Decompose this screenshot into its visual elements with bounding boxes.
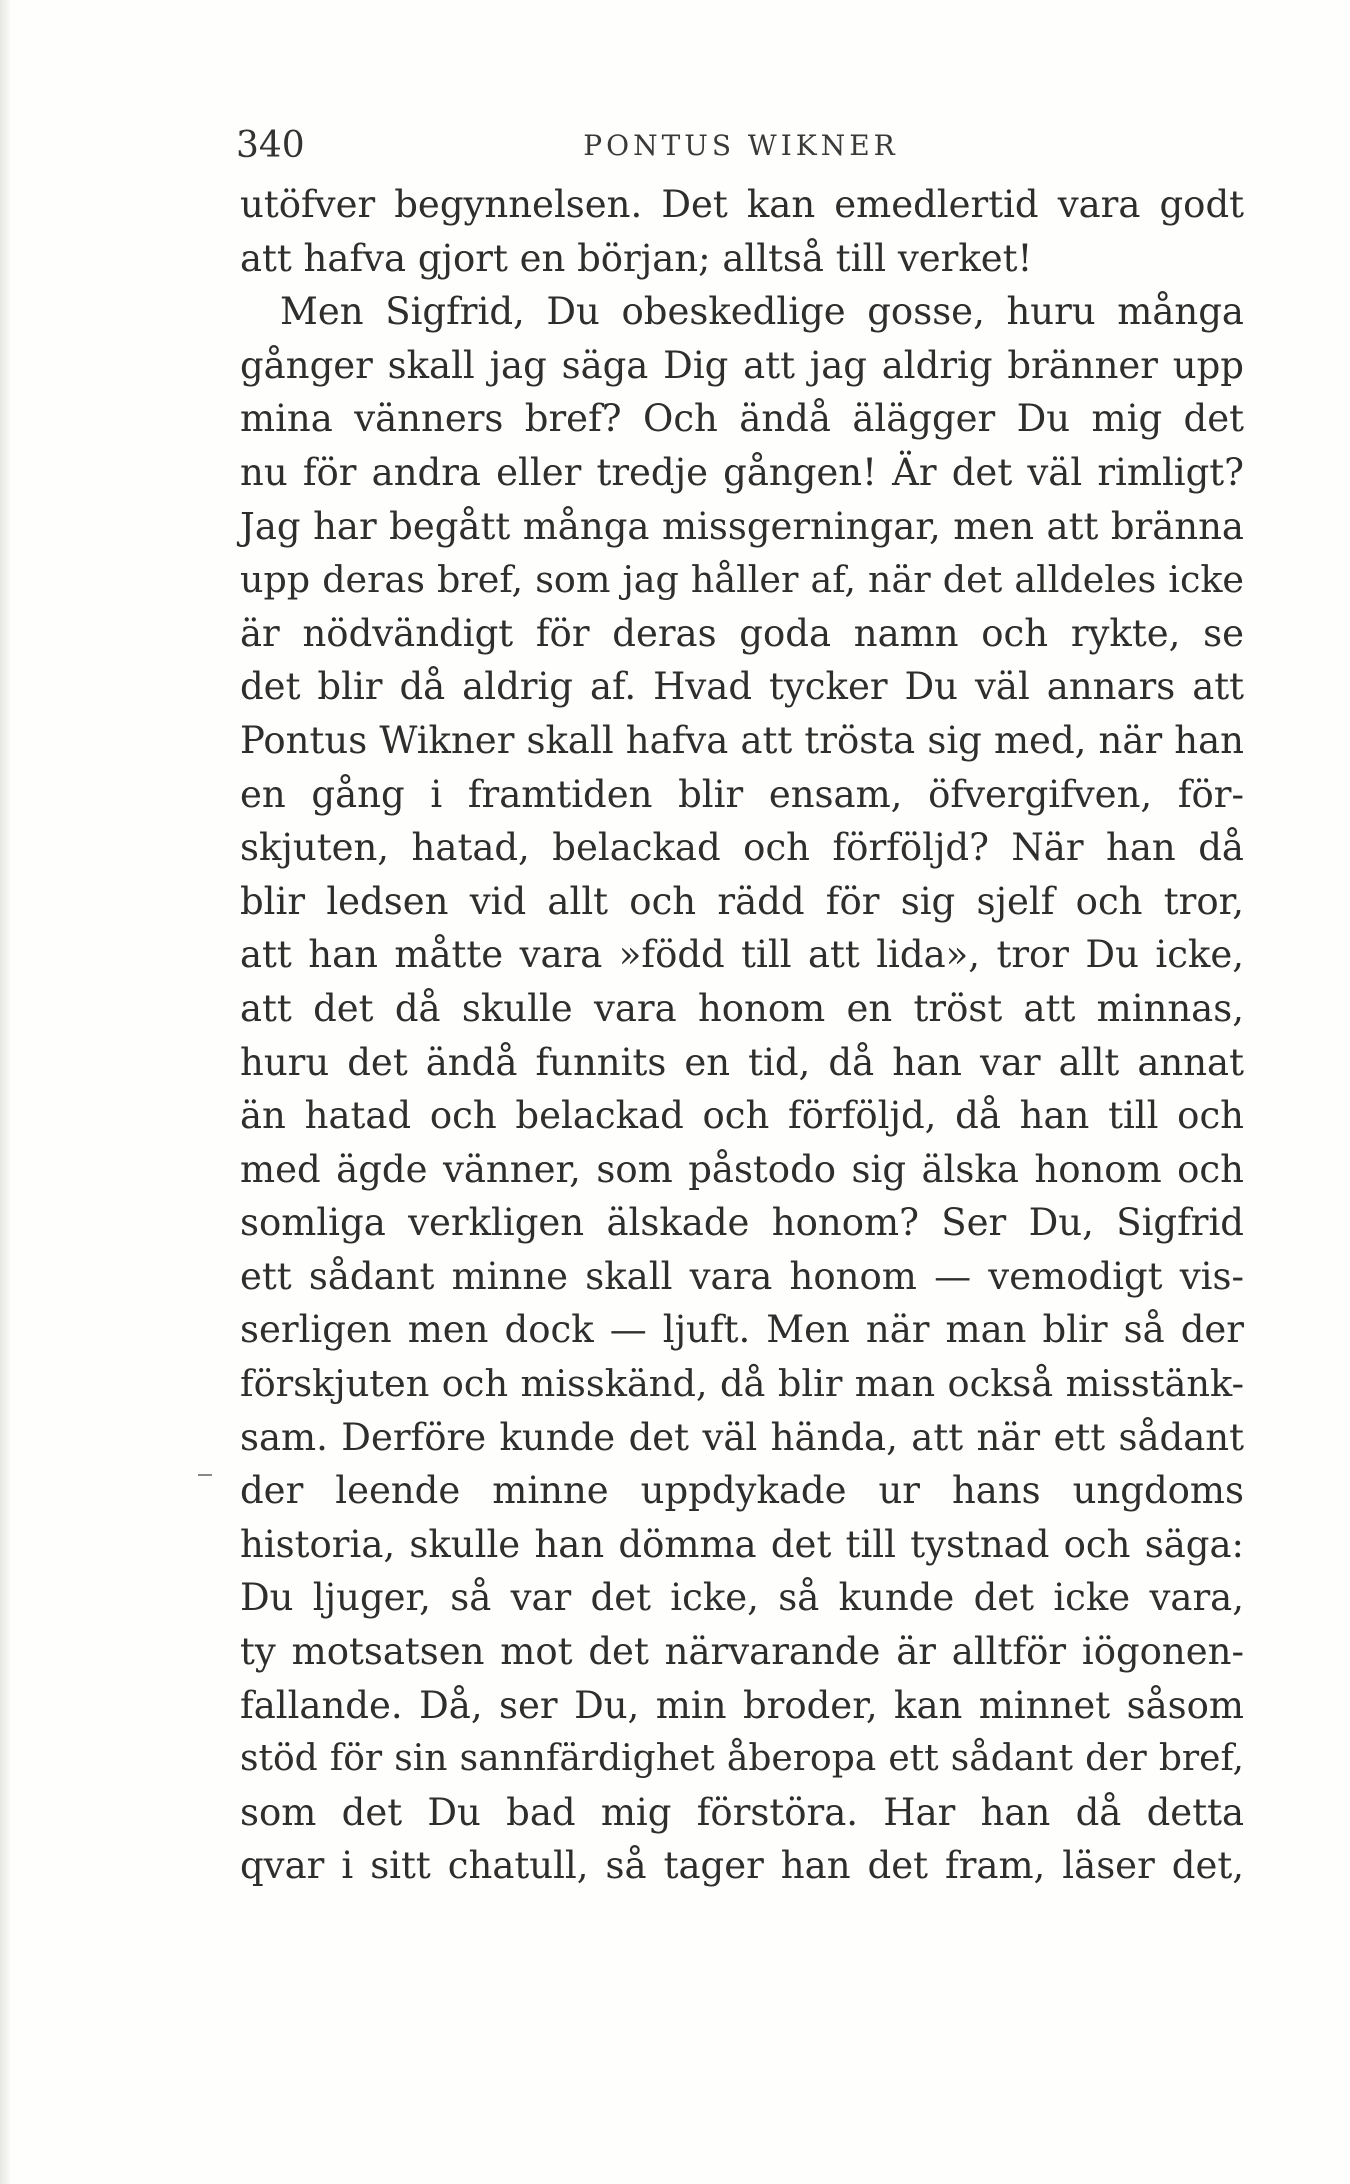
page-number: 340: [236, 125, 305, 166]
text-line: der leende minne uppdykade ur hans ungdoms: [240, 1469, 1244, 1513]
text-line: somliga verkligen älskade honom? Ser Du, Sigfrid: [240, 1201, 1244, 1245]
text-line: ett sådant minne skall vara honom — vemodigt vis-: [240, 1254, 1244, 1298]
text-line: gånger skall jag säga Dig att jag aldrig bränner upp: [240, 343, 1244, 387]
text-line: skjuten, hatad, belackad och förföljd? När han då: [240, 826, 1244, 870]
text-line: än hatad och belackad och förföljd, då han till och: [240, 1094, 1244, 1138]
text-line: qvar i sitt chatull, så tager han det fram, läser det,: [240, 1844, 1244, 1888]
text-line: Jag har begått många missgerningar, men att bränna: [240, 504, 1244, 548]
text-line: blir ledsen vid allt och rädd för sig sjelf och tror,: [240, 879, 1244, 923]
text-line: det blir då aldrig af. Hvad tycker Du väl annars att: [240, 665, 1244, 709]
body-text: [240, 178, 1244, 1893]
text-line: huru det ändå funnits en tid, då han var allt annat: [240, 1040, 1244, 1084]
text-line: historia, skulle han dömma det till tystnad och säga:: [240, 1522, 1244, 1566]
text-line: utöfver begynnelsen. Det kan emedlertid vara godt: [240, 183, 1244, 226]
text-line: som det Du bad mig förstöra. Har han då detta: [240, 1790, 1244, 1834]
text-line: en gång i framtiden blir ensam, öfvergifven, för-: [240, 772, 1244, 816]
text-line: Du ljuger, så var det icke, så kunde det icke vara,: [240, 1576, 1244, 1620]
text-line: serligen men dock — ljuft. Men när man blir så der: [240, 1308, 1244, 1352]
text-line: stöd för sin sannfärdighet åberopa ett sådant der bref,: [240, 1737, 1244, 1780]
margin-mark: [198, 1474, 212, 1476]
text-line: ty motsatsen mot det närvarande är alltför iögonen-: [240, 1630, 1244, 1674]
text-line: fallande. Då, ser Du, min broder, kan minnet såsom: [240, 1683, 1244, 1727]
text-line: är nödvändigt för deras goda namn och rykte, se: [240, 611, 1244, 655]
page-header: [236, 122, 1246, 170]
text-line: att hafva gjort en början; alltså till verket!: [240, 236, 1033, 280]
text-line: förskjuten och misskänd, då blir man också misstänk-: [240, 1362, 1244, 1406]
running-title: PONTUS WIKNER: [583, 129, 899, 162]
text-line: med ägde vänner, som påstodo sig älska honom och: [240, 1147, 1244, 1191]
text-line: upp deras bref, som jag håller af, när det alldeles icke: [240, 558, 1244, 602]
text-line: sam. Derföre kunde det väl hända, att när ett sådant: [240, 1415, 1244, 1459]
text-line: Men Sigfrid, Du obeskedlige gosse, huru många: [280, 290, 1244, 334]
page-edge-shadow: [0, 0, 10, 2184]
text-line: att han måtte vara »född till att lida», tror Du icke,: [240, 933, 1244, 977]
text-line: Pontus Wikner skall hafva att trösta sig med, när han: [240, 718, 1244, 762]
text-line: att det då skulle vara honom en tröst att minnas,: [240, 986, 1244, 1030]
text-line: nu för andra eller tredje gången! Är det väl rimligt?: [240, 450, 1244, 494]
text-line: mina vänners bref? Och ändå älägger Du mig det: [240, 397, 1244, 441]
